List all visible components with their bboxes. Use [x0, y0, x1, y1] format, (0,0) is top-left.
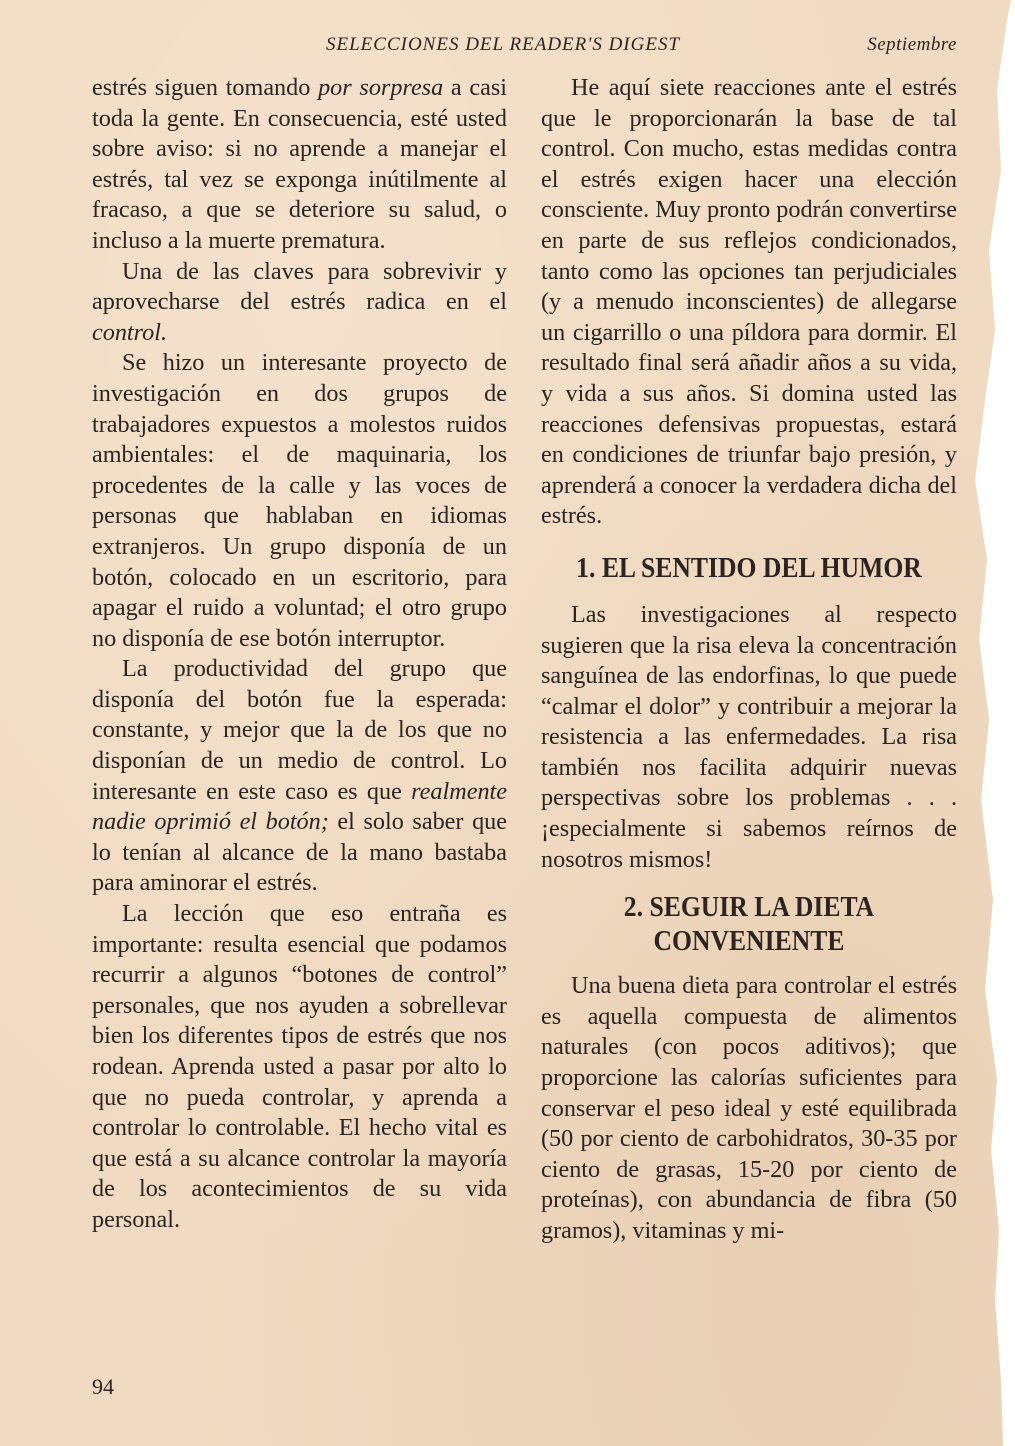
left-p4-text-a: La productividad del grupo que disponía del botón fue la esperada: constante, y mejor que la de los que no disponían de un medio de control. Lo interesante en este caso es que — [92, 655, 507, 805]
left-p4-text-b: el solo saber que lo tenían al alcance de la mano bastaba para aminorar el estrés. — [92, 808, 507, 897]
section-heading-1: 1. EL SENTIDO DEL HUMOR — [576, 552, 922, 584]
right-paragraph-1: He aquí siete reacciones ante el estrés que le proporcionarán la base de tal control. Con mucho, estas medidas contra el estrés exigen hacer una elección consciente. Muy pronto podrán convertirse en parte de sus reflejos condicionados, tanto como las opciones tan perjudiciales (y a menudo inconscientes) de allegarse un cigarrillo o una píldora para dormir. El resultado final será añadir años a su vida, y vida a sus años. Si domina usted las reacciones defensivas propuestas, estará en condiciones de triunfar bajo presión, y aprenderá a conocer la verdadera dicha del estrés. — [541, 74, 957, 530]
left-column — [92, 73, 507, 1236]
page-number: 94 — [92, 1374, 114, 1399]
right-column — [541, 73, 957, 1247]
left-p1-text-a: estrés siguen tomando — [92, 74, 319, 101]
left-p2-text: Una de las claves para sobrevivir y aprovecharse del estrés radica en el — [92, 257, 507, 316]
left-p2-emphasis: control. — [92, 318, 168, 346]
right-paragraph-2: Las investigaciones al respecto sugieren que la risa eleva la concentración sanguínea de las endorfinas, lo que puede “calmar el dolor” y contribuir a mejorar la resistencia a las enfermedades. La risa también nos facilita adquirir nuevas perspectivas sobre los problemas . . . ¡especialmente si sabemos reírnos de nosotros mismos! — [541, 600, 957, 873]
left-paragraph-3: Se hizo un interesante proyecto de investigación en dos grupos de trabajadores expuestos a molestos ruidos ambientales: el de maquinaria, los procedentes de la calle y las voces de personas que hablaban en idiomas extranjeros. Un grupo disponía de un botón, colocado en un escritorio, para apagar el ruido a voluntad; el otro grupo no disponía de ese botón interruptor. — [92, 349, 507, 652]
section-heading-2-line-2: CONVENIENTE — [653, 926, 845, 958]
left-p4-emphasis: realmente nadie oprimió el botón; — [92, 777, 507, 836]
right-paragraph-3: Una buena dieta para controlar el estrés es aquella compuesta de alimentos naturales (con pocos aditivos); que proporcione las calorías suficientes para conservar el peso ideal y esté equilibrada (50 por ciento de carbohidratos, 30-35 por ciento de grasas, 15-20 por ciento de proteínas), con abundancia de fibra (50 gramos), vitaminas y mi- — [541, 972, 957, 1244]
left-paragraph-2 — [92, 257, 507, 349]
left-paragraph-4 — [92, 654, 507, 899]
left-p1-emphasis: por sorpresa — [318, 74, 444, 101]
publication-title: SELECCIONES DEL READER'S DIGEST — [326, 34, 681, 55]
section-heading-2-line-1: 2. SEGUIR LA DIETA — [623, 892, 875, 924]
left-p1-text-b: a casi toda la gente. En consecuencia, esté usted sobre aviso: si no aprende a manejar el estrés, tal vez se exponga inútilmente al fracaso, a que se deteriore su salud, o incluso a la muerte prematura. — [92, 74, 507, 254]
left-paragraph-1 — [92, 73, 507, 257]
section-heading-2 — [562, 891, 936, 959]
torn-page-edge — [955, 0, 1015, 1446]
issue-month: Septiembre — [867, 34, 957, 55]
running-head — [326, 34, 957, 56]
left-paragraph-5: La lección que eso entraña es importante: resulta esencial que podamos recurrir a algunos “botones de control” personales, que nos ayuden a sobrellevar bien los diferentes tipos de estrés que nos rodean. Aprenda usted a pasar por alto lo que no pueda controlar, y aprenda a controlar lo controlable. El hecho vital es que está a su alcance controlar la mayoría de los acontecimientos de su vida personal. — [92, 900, 507, 1233]
